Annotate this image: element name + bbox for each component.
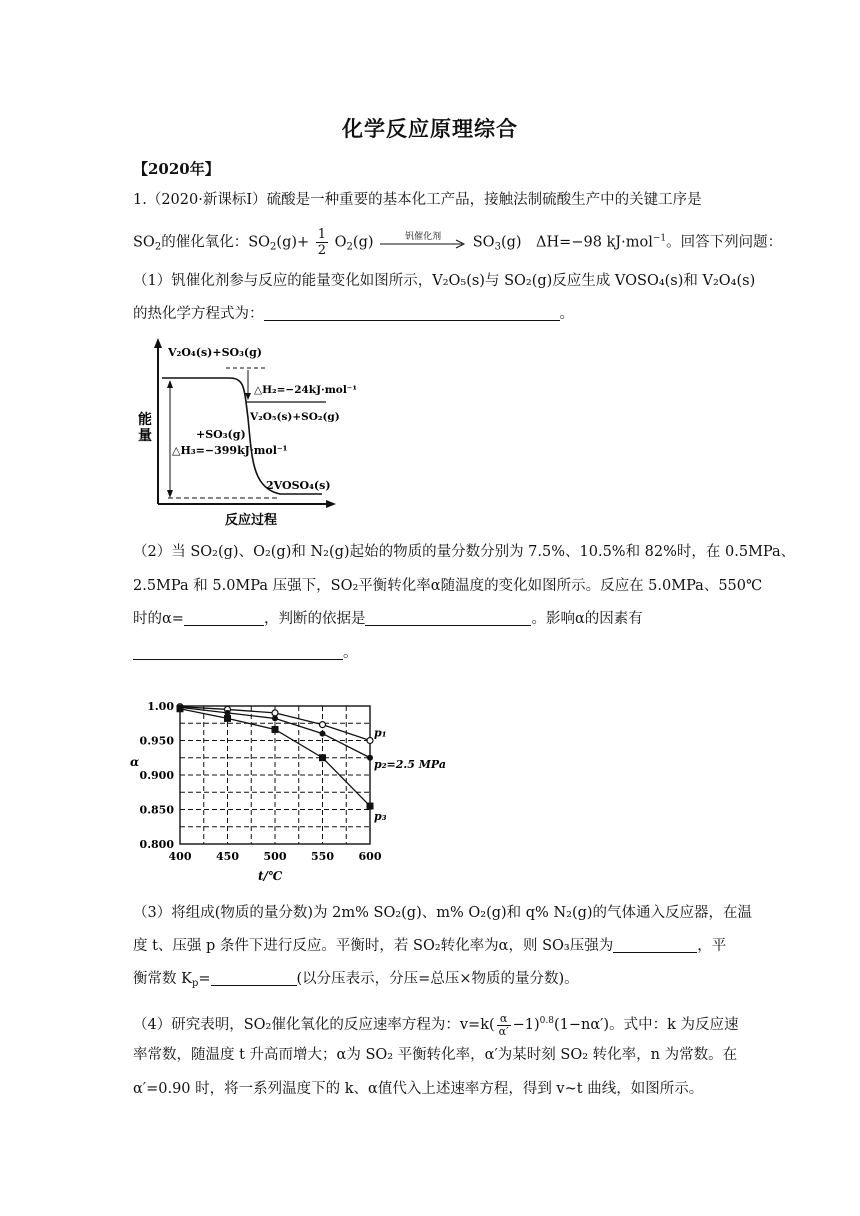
x-tick-label: 600 — [358, 850, 382, 863]
series-label: p₃ — [374, 810, 387, 824]
plus-so3-label: +SO₃(g) — [196, 428, 246, 441]
data-point — [272, 710, 278, 716]
mid-species: V₂O₅(s)+SO₂(g) — [250, 411, 340, 423]
data-point — [367, 738, 373, 744]
y-tick-label: 0.900 — [139, 769, 174, 782]
alpha-ratio-fraction: $\frac{\alpha}{\alpha'}$ — [498, 1011, 509, 1038]
y-axis-label-2: 量 — [138, 428, 152, 444]
data-point — [320, 731, 326, 737]
x-axis-label: 反应过程 — [225, 513, 278, 528]
data-point — [320, 722, 326, 728]
kp-blank[interactable] — [211, 969, 297, 986]
bottom-species: 2VOSO₄(s) — [266, 479, 331, 492]
alpha-temperature-chart — [128, 690, 446, 886]
part4-text-1: （4）研究表明，SO₂催化氧化的反应速率方程为：v=k( $\frac{\alpha}{\alpha'}$ −1)$^{0.8}$(1−nα′)。式中：k 为反应速 — [133, 1011, 739, 1038]
series-label: p₂=2.5 MPa — [374, 757, 446, 771]
dh2-label: △H₂=−24kJ·mol⁻¹ — [254, 384, 357, 396]
part1-text: （1）钒催化剂参与反应的能量变化如图所示，V₂O₅(s)与 SO₂(g)反应生成 VOSO₄(s)和 V₂O₄(s) — [133, 273, 756, 289]
half-fraction: $\frac{1}{2}$ — [317, 227, 327, 258]
x-tick-label: 500 — [263, 850, 287, 863]
reaction-equation-line: $SO_2$的催化氧化：$SO_2(g)+$ $\frac{1}{2}$ $O_2(g)$ 钒催化剂 $SO_3(g)$ ΔH=−98 kJ·mol$^{-1}$。回答下列问题： — [133, 227, 783, 258]
part1-answer-line: 的热化学方程式为： 。 — [133, 306, 574, 322]
x-tick-label: 400 — [168, 850, 192, 863]
data-point — [367, 755, 373, 761]
part2-text-1: （2）当 SO₂(g)、O₂(g)和 N₂(g)起始的物质的量分数分别为 7.5%、10.5%和 82%时，在 0.5MPa、 — [133, 544, 796, 560]
so3-pressure-blank[interactable] — [613, 936, 697, 953]
y-tick-label: 0.850 — [139, 803, 174, 817]
arrow-icon — [380, 236, 466, 250]
year-tag: 【2020年】 — [133, 160, 220, 178]
x-tick-label: 450 — [216, 850, 239, 863]
reaction-arrow: 钒催化剂 — [380, 236, 466, 250]
part2-text-2: 2.5MPa 和 5.0MPa 压强下，SO₂平衡转化率α随温度的变化如图所示。反应在 5.0MPa、550℃ — [133, 578, 763, 594]
x-axis-label: t/℃ — [258, 869, 283, 883]
part2-text-4: 。 — [133, 642, 358, 664]
part4-text-3: α′=0.90 时，将一系列温度下的 k、α值代入上述速率方程，得到 v~t 曲线，如图所示。 — [133, 1081, 704, 1097]
part4-text-2: 率常数，随温度 t 升高而增大；α为 SO₂ 平衡转化率，α′为某时刻 SO₂ 转化率，n 为常数。在 — [133, 1047, 738, 1063]
series-label: p₁ — [374, 726, 387, 740]
part2-text-3: 时的α= ，判断的依据是 。影响α的因素有 — [133, 611, 643, 627]
basis-blank[interactable] — [365, 609, 531, 626]
energy-diagram — [130, 338, 370, 530]
top-species: V₂O₄(s)+SO₃(g) — [168, 346, 263, 359]
answer-blank[interactable] — [264, 304, 560, 321]
data-point — [319, 754, 326, 761]
dh3-arrow-down-icon — [167, 490, 173, 498]
dh3-arrow-up-icon — [167, 380, 173, 388]
y-axis-label-1: 能 — [138, 412, 152, 428]
data-point — [272, 715, 278, 721]
part3-text-3: 衡常数 $K_p=$ (以分压表示，分压=总压×物质的量分数)。 — [133, 971, 579, 989]
part3-text-2: 度 t、压强 p 条件下进行反应。平衡时，若 SO₂转化率为α，则 SO₃压强为 ，平 — [133, 938, 727, 954]
y-tick-label: 0.950 — [139, 734, 174, 748]
dh3-label: △H₃=−399kJ·mol⁻¹ — [172, 444, 288, 457]
x-tick-label: 550 — [311, 850, 334, 863]
question-intro: 1.（2020·新课标Ⅰ）硫酸是一种重要的基本化工产品，接触法制硫酸生产中的关键工序是 — [133, 192, 702, 208]
chart-series — [177, 704, 446, 823]
factors-blank[interactable] — [133, 643, 343, 660]
data-point — [367, 803, 374, 810]
page-title: 化学反应原理综合 — [342, 116, 518, 141]
y-tick-label: 0.800 — [139, 838, 174, 851]
x-axis-arrow-icon — [326, 500, 336, 508]
data-point — [177, 705, 184, 712]
y-tick-label: 1.00 — [147, 700, 174, 713]
part3-text-1: （3）将组成(物质的量分数)为 2m% SO₂(g)、m% O₂(g)和 q% N₂(g)的气体通入反应器，在温 — [133, 905, 753, 921]
y-axis-arrow-icon — [154, 338, 162, 348]
data-point — [272, 726, 279, 733]
y-axis-label: α — [130, 755, 140, 769]
alpha-blank[interactable] — [184, 609, 264, 626]
data-point — [224, 715, 231, 722]
